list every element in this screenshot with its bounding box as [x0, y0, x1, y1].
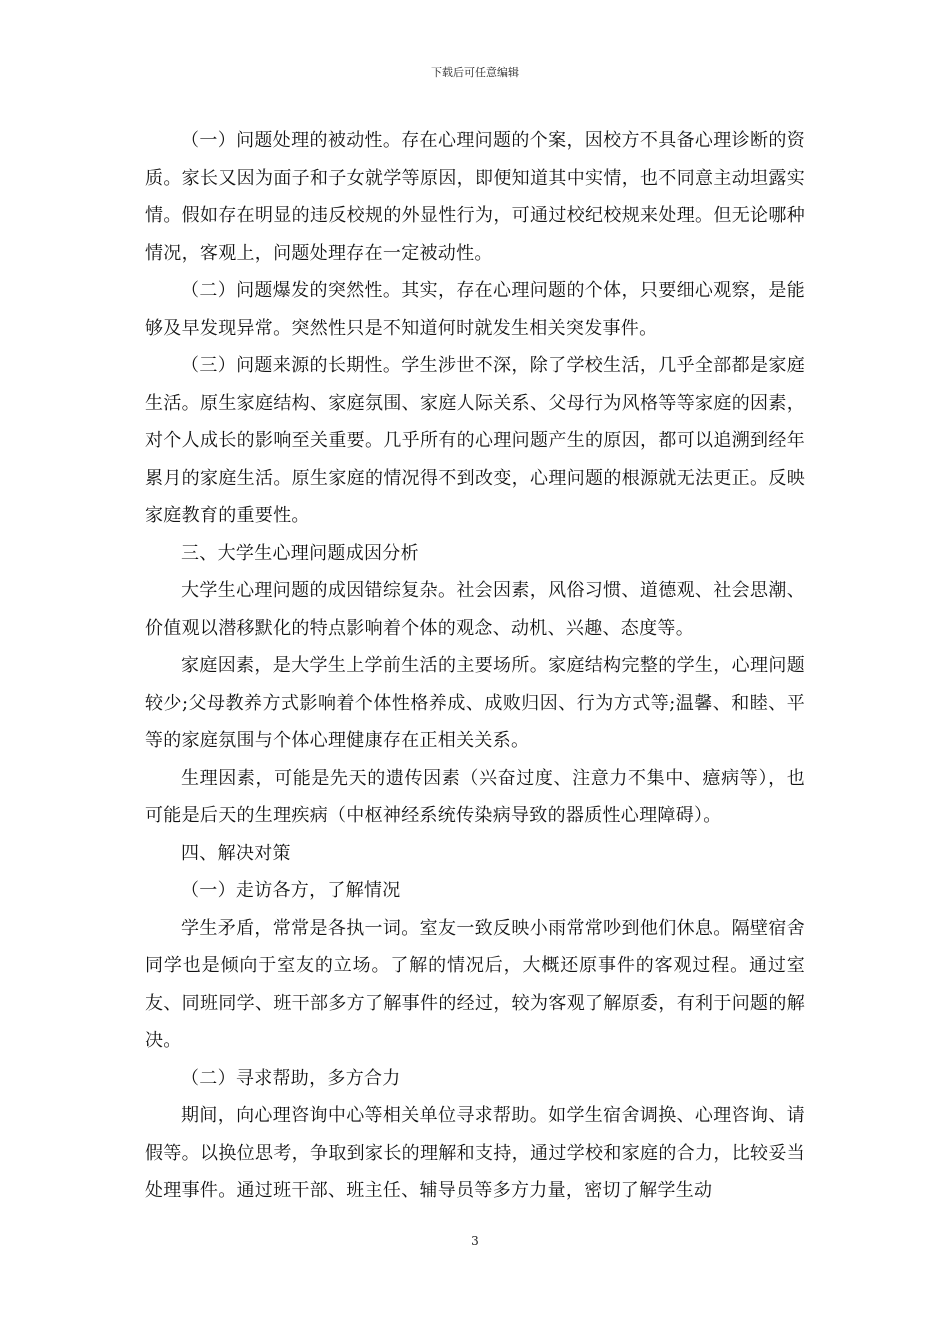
page-header: 下载后可任意编辑	[431, 66, 519, 79]
paragraph-family-factors: 家庭因素，是大学生上学前生活的主要场所。家庭结构完整的学生，心理问题较少;父母教养方式影响着个体性格养成、成败归因、行为方式等;温馨、和睦、平等的家庭氛围与个体心理健康存在正相关关系。	[145, 655, 805, 751]
paragraph-passivity: （一）问题处理的被动性。存在心理问题的个案，因校方不具备心理诊断的资质。家长又因为面子和子女就学等原因，即便知道其中实情，也不同意主动坦露实情。假如存在明显的违反校规的外显性行为，可通过校纪校规来处理。但无论哪种情况，客观上，问题处理存在一定被动性。	[145, 130, 805, 264]
paragraph-social-factors: 大学生心理问题的成因错综复杂。社会因素，风俗习惯、道德观、社会思潮、价值观以潜移默化的特点影响着个体的观念、动机、兴趣、态度等。	[145, 580, 805, 639]
paragraph-counseling-help: 期间，向心理咨询中心等相关单位寻求帮助。如学生宿舍调换、心理咨询、请假等。以换位思考，争取到家长的理解和支持，通过学校和家庭的合力，比较妥当处理事件。通过班干部、班主任、辅导员等多方力量，密切了解学生动	[145, 1105, 805, 1201]
subheading-visit-parties: （一）走访各方，了解情况	[181, 880, 401, 901]
paragraph-long-term: （三）问题来源的长期性。学生涉世不深，除了学校生活，几乎全部都是家庭生活。原生家庭结构、家庭氛围、家庭人际关系、父母行为风格等等家庭的因素，对个人成长的影响至关重要。几乎所有的心理问题产生的原因，都可以追溯到经年累月的家庭生活。原生家庭的情况得不到改变，心理问题的根源就无法更正。反映家庭教育的重要性。	[145, 355, 805, 526]
section-heading-causes: 三、大学生心理问题成因分析	[181, 542, 419, 564]
paragraph-physiological-factors: 生理因素，可能是先天的遗传因素（兴奋过度、注意力不集中、癔病等），也可能是后天的生理疾病（中枢神经系统传染病导致的器质性心理障碍）。	[145, 767, 805, 826]
paragraph-student-conflict: 学生矛盾，常常是各执一词。室友一致反映小雨常常吵到他们休息。隔壁宿舍同学也是倾向于室友的立场。了解的情况后，大概还原事件的客观过程。通过室友、同班同学、班干部多方了解事件的经过，较为客观了解原委，有利于问题的解决。	[145, 917, 805, 1051]
section-heading-solutions: 四、解决对策	[181, 842, 291, 864]
document-body	[145, 122, 805, 1210]
paragraph-suddenness: （二）问题爆发的突然性。其实，存在心理问题的个体，只要细心观察，是能够及早发现异常。突然性只是不知道何时就发生相关突发事件。	[145, 280, 805, 339]
subheading-seek-help: （二）寻求帮助，多方合力	[181, 1067, 401, 1089]
page-number: 3	[471, 1234, 479, 1248]
